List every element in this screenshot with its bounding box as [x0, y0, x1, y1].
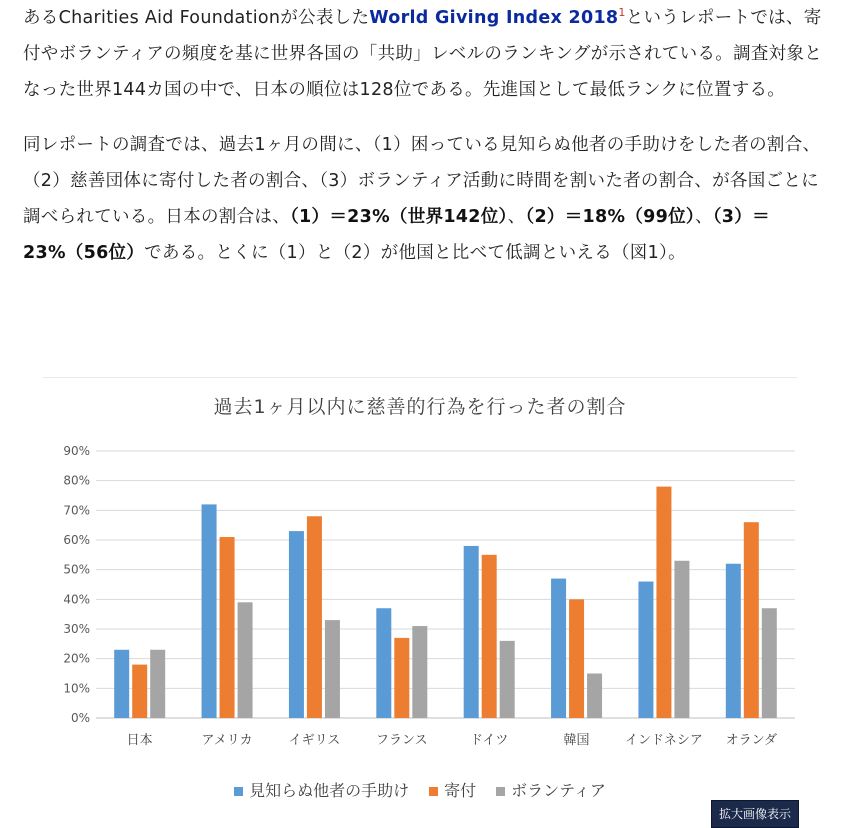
bar — [638, 582, 653, 718]
legend-swatch — [496, 787, 505, 796]
bar — [762, 608, 777, 718]
bar — [500, 641, 515, 718]
bar — [325, 620, 340, 718]
y-tick-label: 20% — [63, 651, 90, 666]
y-tick-label: 70% — [63, 503, 90, 518]
x-tick-label: 日本 — [126, 733, 153, 748]
p1-text-before: あるCharities Aid Foundationが公表した — [23, 8, 370, 28]
legend-item — [234, 778, 409, 801]
x-tick-label: ドイツ — [470, 733, 509, 748]
bar — [202, 504, 217, 718]
p2-sep-1: 、 — [507, 207, 526, 227]
y-tick-label: 50% — [63, 562, 90, 577]
p2-sep-2: 、 — [694, 207, 713, 227]
legend-swatch — [234, 787, 243, 796]
legend-label: 寄付 — [444, 781, 477, 800]
bar — [114, 650, 129, 718]
bar — [464, 546, 479, 718]
p1-text-after: というレポートでは、寄付やボランティアの頻度を基に世界各国の「共助」レベルのランキングが示されている。調査対象となった世界144カ国の中で、日本の順位は128位である。先進国として最低ランクに位置する。 — [23, 8, 823, 100]
chart-title: 過去1ヶ月以内に慈善的行為を行った者の割合 — [213, 396, 627, 418]
y-tick-label: 0% — [70, 711, 90, 725]
x-tick-label: イギリス — [288, 733, 341, 748]
y-tick-label: 90% — [63, 444, 90, 458]
p2-text-2: である。とくに（1）と（2）が他国と比べて低調といえる（図1）。 — [144, 243, 686, 263]
bar — [726, 564, 741, 718]
bar — [394, 638, 409, 718]
x-tick-label: 韓国 — [563, 733, 590, 748]
bar — [150, 650, 165, 718]
bar — [674, 561, 689, 718]
bar — [289, 531, 304, 718]
bar — [569, 599, 584, 718]
y-tick-label: 40% — [63, 592, 90, 607]
legend-label: ボランティア — [511, 781, 606, 800]
legend-item — [429, 778, 476, 801]
legend-swatch — [429, 787, 438, 796]
article-body — [23, 0, 823, 271]
stat-volunteer: （3）＝23%（56位） — [23, 207, 770, 263]
legend-item — [496, 778, 606, 801]
x-tick-label: アメリカ — [201, 733, 253, 748]
footnote-ref[interactable]: 1 — [618, 6, 626, 20]
y-tick-label: 80% — [63, 473, 90, 488]
bar — [220, 537, 235, 718]
legend-label: 見知らぬ他者の手助け — [249, 781, 410, 800]
bar — [656, 487, 671, 718]
stat-donation: （2）＝18%（99位） — [525, 207, 695, 227]
y-tick-label: 30% — [63, 622, 90, 636]
x-tick-label: インドネシア — [625, 733, 703, 748]
chart-legend — [43, 778, 797, 801]
y-tick-label: 10% — [63, 681, 90, 696]
paragraph-2 — [23, 127, 823, 271]
bar — [744, 522, 759, 718]
bar — [376, 608, 391, 718]
bar — [238, 602, 253, 718]
report-link[interactable]: World Giving Index 2018 — [369, 8, 619, 28]
x-tick-label: フランス — [376, 733, 428, 748]
figure-1 — [43, 377, 797, 818]
stat-help-strangers: （1）＝23%（世界142位） — [290, 207, 508, 227]
bar-chart — [43, 378, 797, 778]
bar — [412, 626, 427, 718]
bar — [482, 555, 497, 718]
p2-text-1: 同レポートの調査では、過去1ヶ月の間に、（1）困っている見知らぬ他者の手助けをした者の割合、（2）慈善団体に寄付した者の割合、（3）ボランティア活動に時間を割いた者の割合、が各国ごとに調べられている。日本の割合は、 — [23, 135, 821, 227]
paragraph-1 — [23, 0, 823, 108]
bar — [307, 516, 322, 718]
bar — [132, 665, 147, 718]
bar — [551, 579, 566, 718]
bar — [587, 674, 602, 719]
x-tick-label: オランダ — [725, 733, 778, 748]
y-tick-label: 60% — [63, 533, 90, 547]
enlarge-image-button[interactable]: 拡大画像表示 — [711, 800, 799, 828]
